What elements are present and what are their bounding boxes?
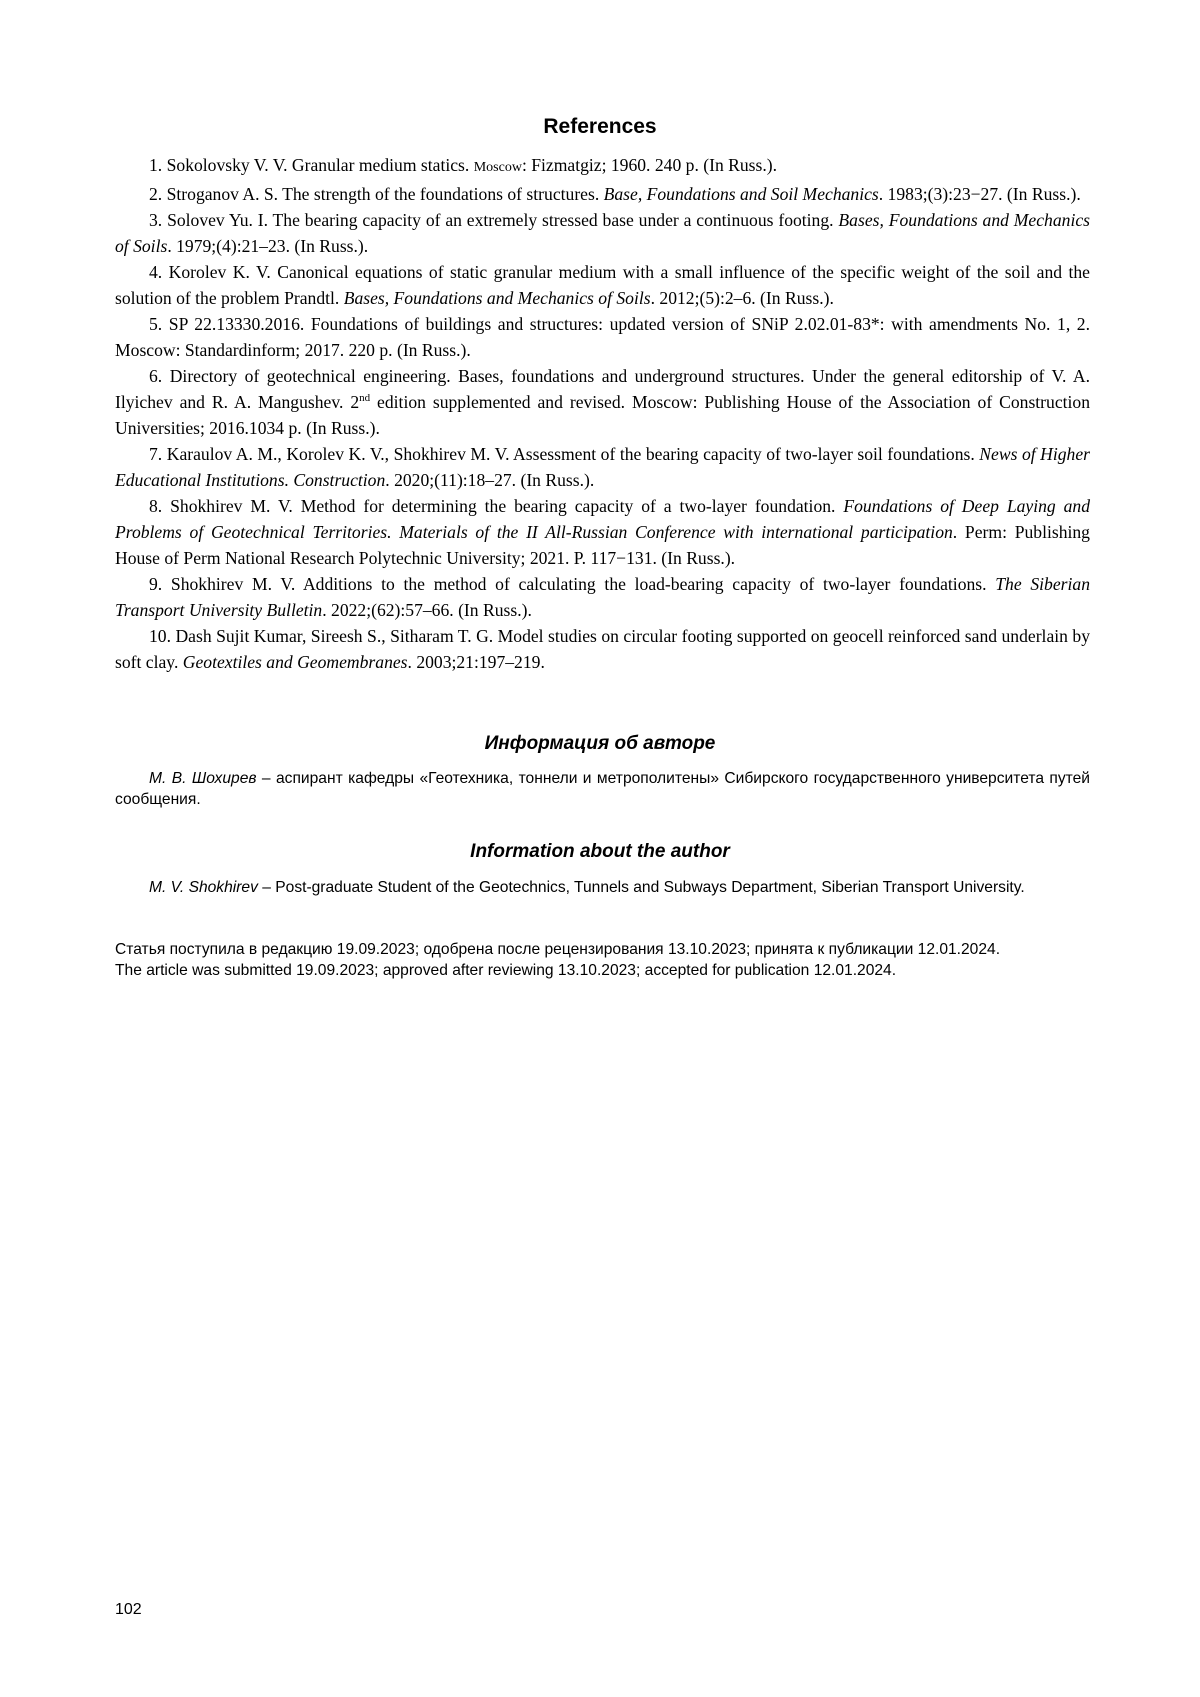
reference-item <box>115 623 1090 675</box>
reference-item <box>115 493 1090 571</box>
author-description-ru: – аспирант кафедры «Геотехника, тоннели и метрополитены» Сибирского государственного университета путей сообщения. <box>115 770 1090 808</box>
reference-text: Karaulov A. M., Korolev K. V., Shokhirev M. V. Assessment of the bearing capacity of two-layer soil foundations. <box>166 444 975 464</box>
reference-city: Moscow <box>473 160 522 175</box>
reference-journal: The Siberian Transport University Bulletin <box>115 574 1090 620</box>
reference-tail: . 1983;(3):23−27. (In Russ.). <box>878 184 1081 204</box>
reference-text: Shokhirev M. V. Additions to the method of calculating the load-bearing capacity of two-layer foundations. <box>170 574 987 594</box>
reference-tail: . Perm: Publishing House of Perm National Research Polytechnic University; 2021. P. 117−131. (In Russ.). <box>115 522 1090 568</box>
reference-number: 8. <box>149 496 163 516</box>
reference-text: Solovev Yu. I. The bearing capacity of an extremely stressed base under a continuous footing. <box>167 210 834 230</box>
reference-number: 5. <box>149 314 163 334</box>
reference-tail: . 1979;(4):21–23. (In Russ.). <box>167 236 369 256</box>
author-info-ru-text <box>115 768 1090 810</box>
reference-tail: . 2012;(5):2–6. (In Russ.). <box>650 288 834 308</box>
reference-tail: edition supplemented and revised. Moscow: Publishing House of the Association of Construction Universities; 2016.1034 p. (In Russ.). <box>115 392 1091 438</box>
reference-journal: Foundations of Deep Laying and Problems of Geotechnical Territories. Materials of the II All-Russian Conference with international participation <box>115 496 1090 542</box>
reference-number: 7. <box>149 444 163 464</box>
reference-tail: : Fizmatgiz; 1960. 240 p. (In Russ.). <box>521 155 778 175</box>
reference-journal: Bases, Foundations and Mechanics of Soils <box>343 288 651 308</box>
reference-item <box>115 259 1090 311</box>
reference-number: 10. <box>149 626 171 646</box>
reference-text: Sokolovsky V. V. Granular medium statics. <box>166 155 470 175</box>
reference-item <box>115 207 1090 259</box>
page-number: 102 <box>115 1601 142 1618</box>
author-description-en: – Post-graduate Student of the Geotechnics, Tunnels and Subways Department, Siberian Transport University. <box>257 879 1025 896</box>
reference-journal: Base, Foundations and Soil Mechanics <box>603 184 879 204</box>
reference-item <box>115 363 1090 441</box>
reference-journal: Geotextiles and Geomembranes <box>182 652 408 672</box>
author-info-en-text <box>115 877 1090 898</box>
reference-number: 1. <box>149 155 163 175</box>
reference-tail: . 2020;(11):18–27. (In Russ.). <box>385 470 595 490</box>
reference-text: Dash Sujit Kumar, Sireesh S., Sitharam T. G. Model studies on circular footing supported on geocell reinforced sand underlain by soft clay. <box>115 626 1090 672</box>
references-list <box>115 152 1090 675</box>
author-name-en: M. V. Shokhirev <box>149 879 258 896</box>
reference-item <box>115 181 1090 207</box>
reference-number: 9. <box>149 574 163 594</box>
reference-item <box>115 441 1090 493</box>
author-name-ru: М. В. Шохирев <box>149 770 257 787</box>
reference-text: Korolev K. V. Canonical equations of static granular medium with a small influence of the specific weight of the soil and the solution of the problem Prandtl. <box>115 262 1090 308</box>
reference-text: SP 22.13330.2016. Foundations of buildings and structures: updated version of SNiP 2.02.01-83*: with amendments No. 1, 2. Moscow: Standardinform; 2017. 220 p. (In Russ.). <box>115 314 1090 360</box>
reference-text: Directory of geotechnical engineering. Bases, foundations and underground structures. Under the general editorship of V. A. Ilyichev and R. A. Mangushev. 2 <box>115 366 1090 412</box>
reference-number: 3. <box>149 210 163 230</box>
reference-journal: Bases, Foundations and Mechanics of Soils <box>115 210 1090 256</box>
reference-item <box>115 311 1090 363</box>
reference-superscript: nd <box>359 392 371 405</box>
reference-tail: . 2022;(62):57–66. (In Russ.). <box>322 600 532 620</box>
reference-tail: . 2003;21:197–219. <box>407 652 545 672</box>
reference-item <box>115 152 1090 181</box>
reference-number: 2. <box>149 184 163 204</box>
article-dates <box>115 939 1090 981</box>
article-dates-ru: Статья поступила в редакцию 19.09.2023; одобрена после рецензирования 13.10.2023; принята к публикации 12.01.2024. <box>115 941 1001 958</box>
reference-journal: News of Higher Educational Institutions. Construction <box>115 444 1090 490</box>
reference-number: 6. <box>149 366 163 386</box>
article-dates-en: The article was submitted 19.09.2023; approved after reviewing 13.10.2023; accepted for publication 12.01.2024. <box>115 962 897 979</box>
reference-number: 4. <box>149 262 163 282</box>
references-heading: References <box>543 115 657 138</box>
author-info-en-heading: Information about the author <box>470 841 730 862</box>
author-info-ru-heading: Информация об авторе <box>484 733 716 754</box>
reference-text: Stroganov A. S. The strength of the foundations of structures. <box>166 184 600 204</box>
reference-item <box>115 571 1090 623</box>
reference-text: Shokhirev M. V. Method for determining the bearing capacity of a two-layer foundation. <box>170 496 836 516</box>
